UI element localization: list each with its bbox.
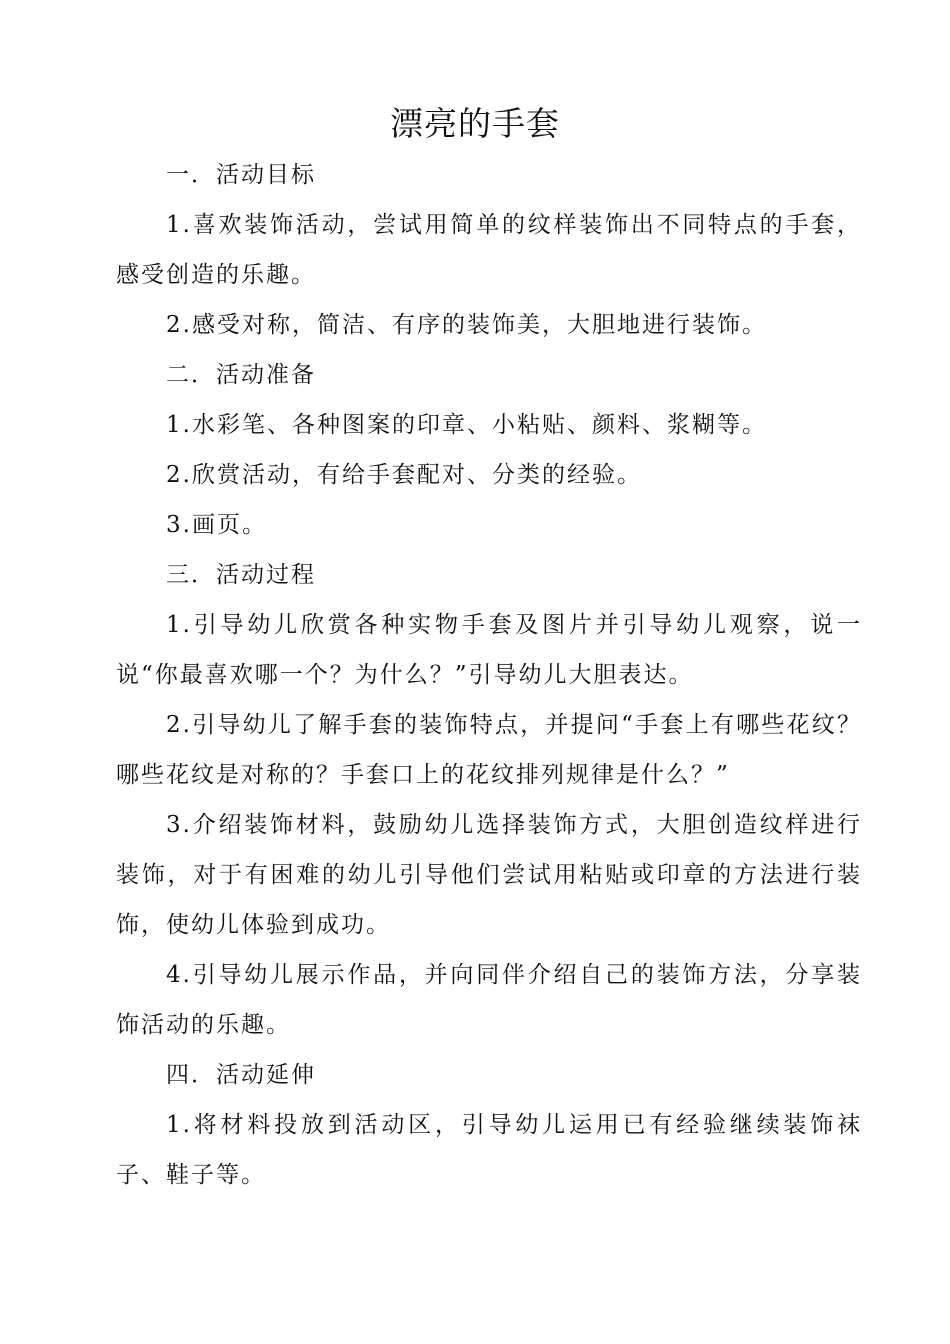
section-heading-extension: 四．活动延伸 [166,1062,316,1088]
process-item-2: 2.引导幼儿了解手套的装饰特点，并提问“手套上有哪些花纹？哪些花纹是对称的？手套口上的花纹排列规律是什么？” [116,712,862,788]
extension-item-1: 1.将材料投放到活动区，引导幼儿运用已有经验继续装饰袜子、鞋子等。 [116,1112,862,1188]
section-heading-goals: 一．活动目标 [166,162,316,188]
section-heading-process: 三．活动过程 [166,562,316,588]
process-item-4: 4.引导幼儿展示作品，并向同伴介绍自己的装饰方法，分享装饰活动的乐趣。 [116,962,862,1038]
goal-item-1: 1.喜欢装饰活动，尝试用简单的纹样装饰出不同特点的手套，感受创造的乐趣。 [116,212,862,288]
process-item-3: 3.介绍装饰材料，鼓励幼儿选择装饰方式，大胆创造纹样进行装饰，对于有困难的幼儿引导他们尝试用粘贴或印章的方法进行装饰，使幼儿体验到成功。 [116,812,862,938]
process-item-1: 1.引导幼儿欣赏各种实物手套及图片并引导幼儿观察，说一说“你最喜欢哪一个？为什么？”引导幼儿大胆表达。 [116,612,862,688]
document-title: 漂亮的手套 [390,104,560,143]
document-body [116,150,862,1200]
preparation-item-2: 2.欣赏活动，有给手套配对、分类的经验。 [166,462,642,488]
preparation-item-3: 3.画页。 [166,512,267,538]
preparation-item-1: 1.水彩笔、各种图案的印章、小粘贴、颜料、浆糊等。 [166,412,767,438]
section-heading-preparation: 二．活动准备 [166,362,316,388]
goal-item-2: 2.感受对称，简洁、有序的装饰美，大胆地进行装饰。 [166,312,767,338]
